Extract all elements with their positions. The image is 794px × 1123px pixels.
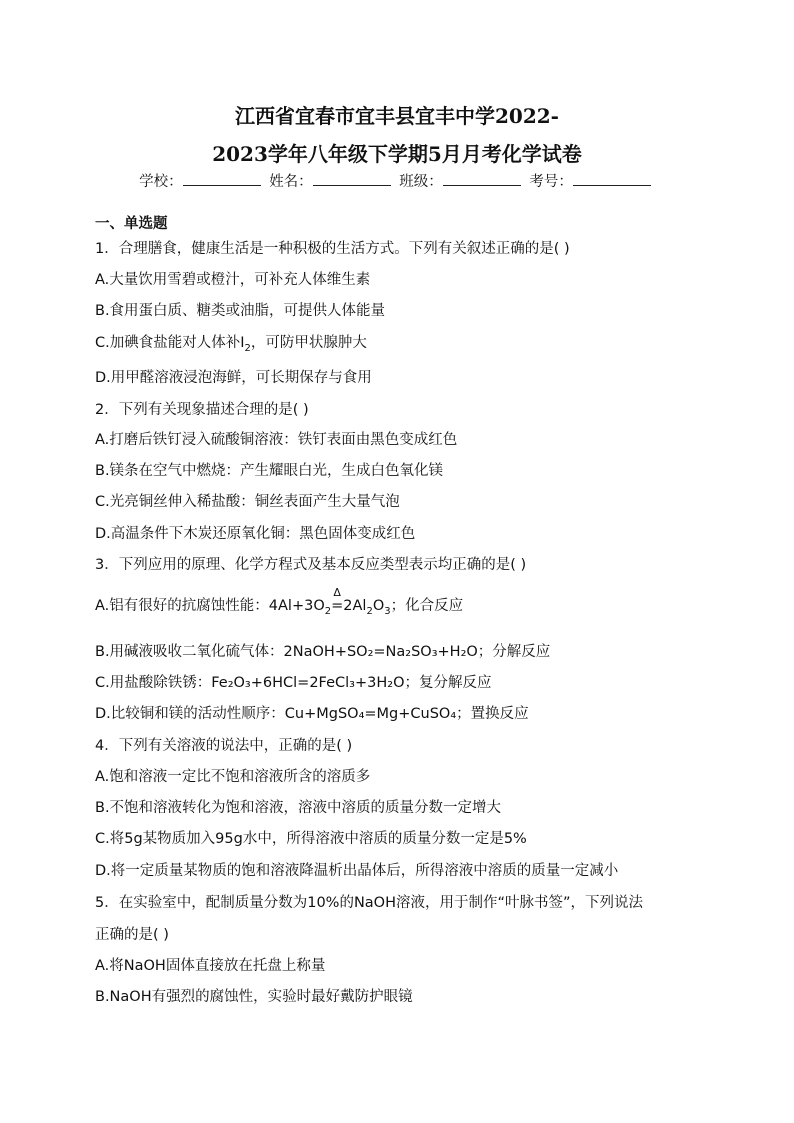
q4-option-c: C.将5g某物质加入95g水中，所得溶液中溶质的质量分数一定是5% [95,831,527,847]
name-blank[interactable] [313,171,391,186]
school-blank[interactable] [183,171,261,186]
q3-a-sub-1: 2 [324,605,332,617]
q5-stem-line-2: 正确的是( ) [95,927,169,943]
class-blank[interactable] [443,171,521,186]
q3-a-product: 2Al [343,598,367,614]
delta-symbol: Δ [333,586,341,599]
q1-option-b: B.食用蛋白质、糖类或油脂，可提供人体能量 [95,303,386,319]
q3-option-a [95,586,464,622]
q1-c-text: C.加碘食盐能对人体补I [95,335,245,351]
q2-option-a: A.打磨后铁钉浸入硫酸铜溶液：铁钉表面由黑色变成红色 [95,432,458,448]
q1-c-subscript: 2 [244,342,251,354]
q4-option-b: B.不饱和溶液转化为饱和溶液，溶液中溶质的质量分数一定增大 [95,800,502,816]
q3-a-sub-3: 3 [384,605,391,617]
q2-option-c: C.光亮铜丝伸入稀盐酸：铜丝表面产生大量气泡 [95,494,400,510]
q3-option-d: D.比较铜和镁的活动性顺序：Cu+MgSO₄=Mg+CuSO₄；置换反应 [95,706,529,722]
q2-option-b: B.镁条在空气中燃烧：产生耀眼白光，生成白色氧化镁 [95,463,444,479]
q3-stem: 3．下列应用的原理、化学方程式及基本反应类型表示均正确的是( ) [95,557,527,573]
q3-option-c: C.用盐酸除铁锈：Fe₂O₃+6HCl=2FeCl₃+3H₂O；复分解反应 [95,675,492,691]
student-info-row [0,170,794,191]
q1-stem: 1．合理膳食，健康生活是一种积极的生活方式。下列有关叙述正确的是( ) [95,241,570,257]
number-blank[interactable] [573,171,651,186]
q2-option-d: D.高温条件下木炭还原氧化铜：黑色固体变成红色 [95,526,416,542]
section-heading: 一、单选题 [95,216,168,232]
school-label: 学校： [139,174,183,190]
equals-sign: = [331,598,344,614]
q4-option-d: D.将一定质量某物质的饱和溶液降温析出晶体后，所得溶液中溶质的质量一定减小 [95,863,619,879]
q5-stem-line-1: 5．在实验室中，配制质量分数为10%的NaOH溶液，用于制作“叶脉书签”，下列说法 [95,895,644,911]
q2-stem: 2．下列有关现象描述合理的是( ) [95,402,309,418]
q5-option-b: B.NaOH有强烈的腐蚀性，实验时最好戴防护眼镜 [95,989,413,1005]
q1-c-text-end: ，可防甲状腺肿大 [250,335,367,351]
q3-option-b: B.用碱液吸收二氧化硫气体：2NaOH+SO₂=Na₂SO₃+H₂O；分解反应 [95,644,551,660]
q1-option-c [95,333,367,359]
q3-a-type: ；化合反应 [390,598,464,614]
name-label: 姓名： [269,174,313,190]
q3-a-text: A.铝有很好的抗腐蚀性能：4Al+3O [95,598,325,614]
exam-title-line-1: 江西省宜春市宜丰县宜丰中学2022- [235,104,559,128]
q3-a-sub-2: 2 [366,605,373,617]
q4-option-a: A.饱和溶液一定比不饱和溶液所含的溶质多 [95,769,371,785]
q4-stem: 4．下列有关溶液的说法中，正确的是( ) [95,738,353,754]
exam-title-line-2: 2023学年八年级下学期5月月考化学试卷 [212,142,582,166]
q1-option-a: A.大量饮用雪碧或橙汁，可补充人体维生素 [95,272,371,288]
class-label: 班级： [399,174,443,190]
heating-condition [331,586,344,616]
q3-a-product-o: O [372,598,385,614]
q1-option-d: D.用甲醛溶液浸泡海鲜，可长期保存与食用 [95,370,372,386]
q5-option-a: A.将NaOH固体直接放在托盘上称量 [95,958,326,974]
number-label: 考号： [529,174,573,190]
